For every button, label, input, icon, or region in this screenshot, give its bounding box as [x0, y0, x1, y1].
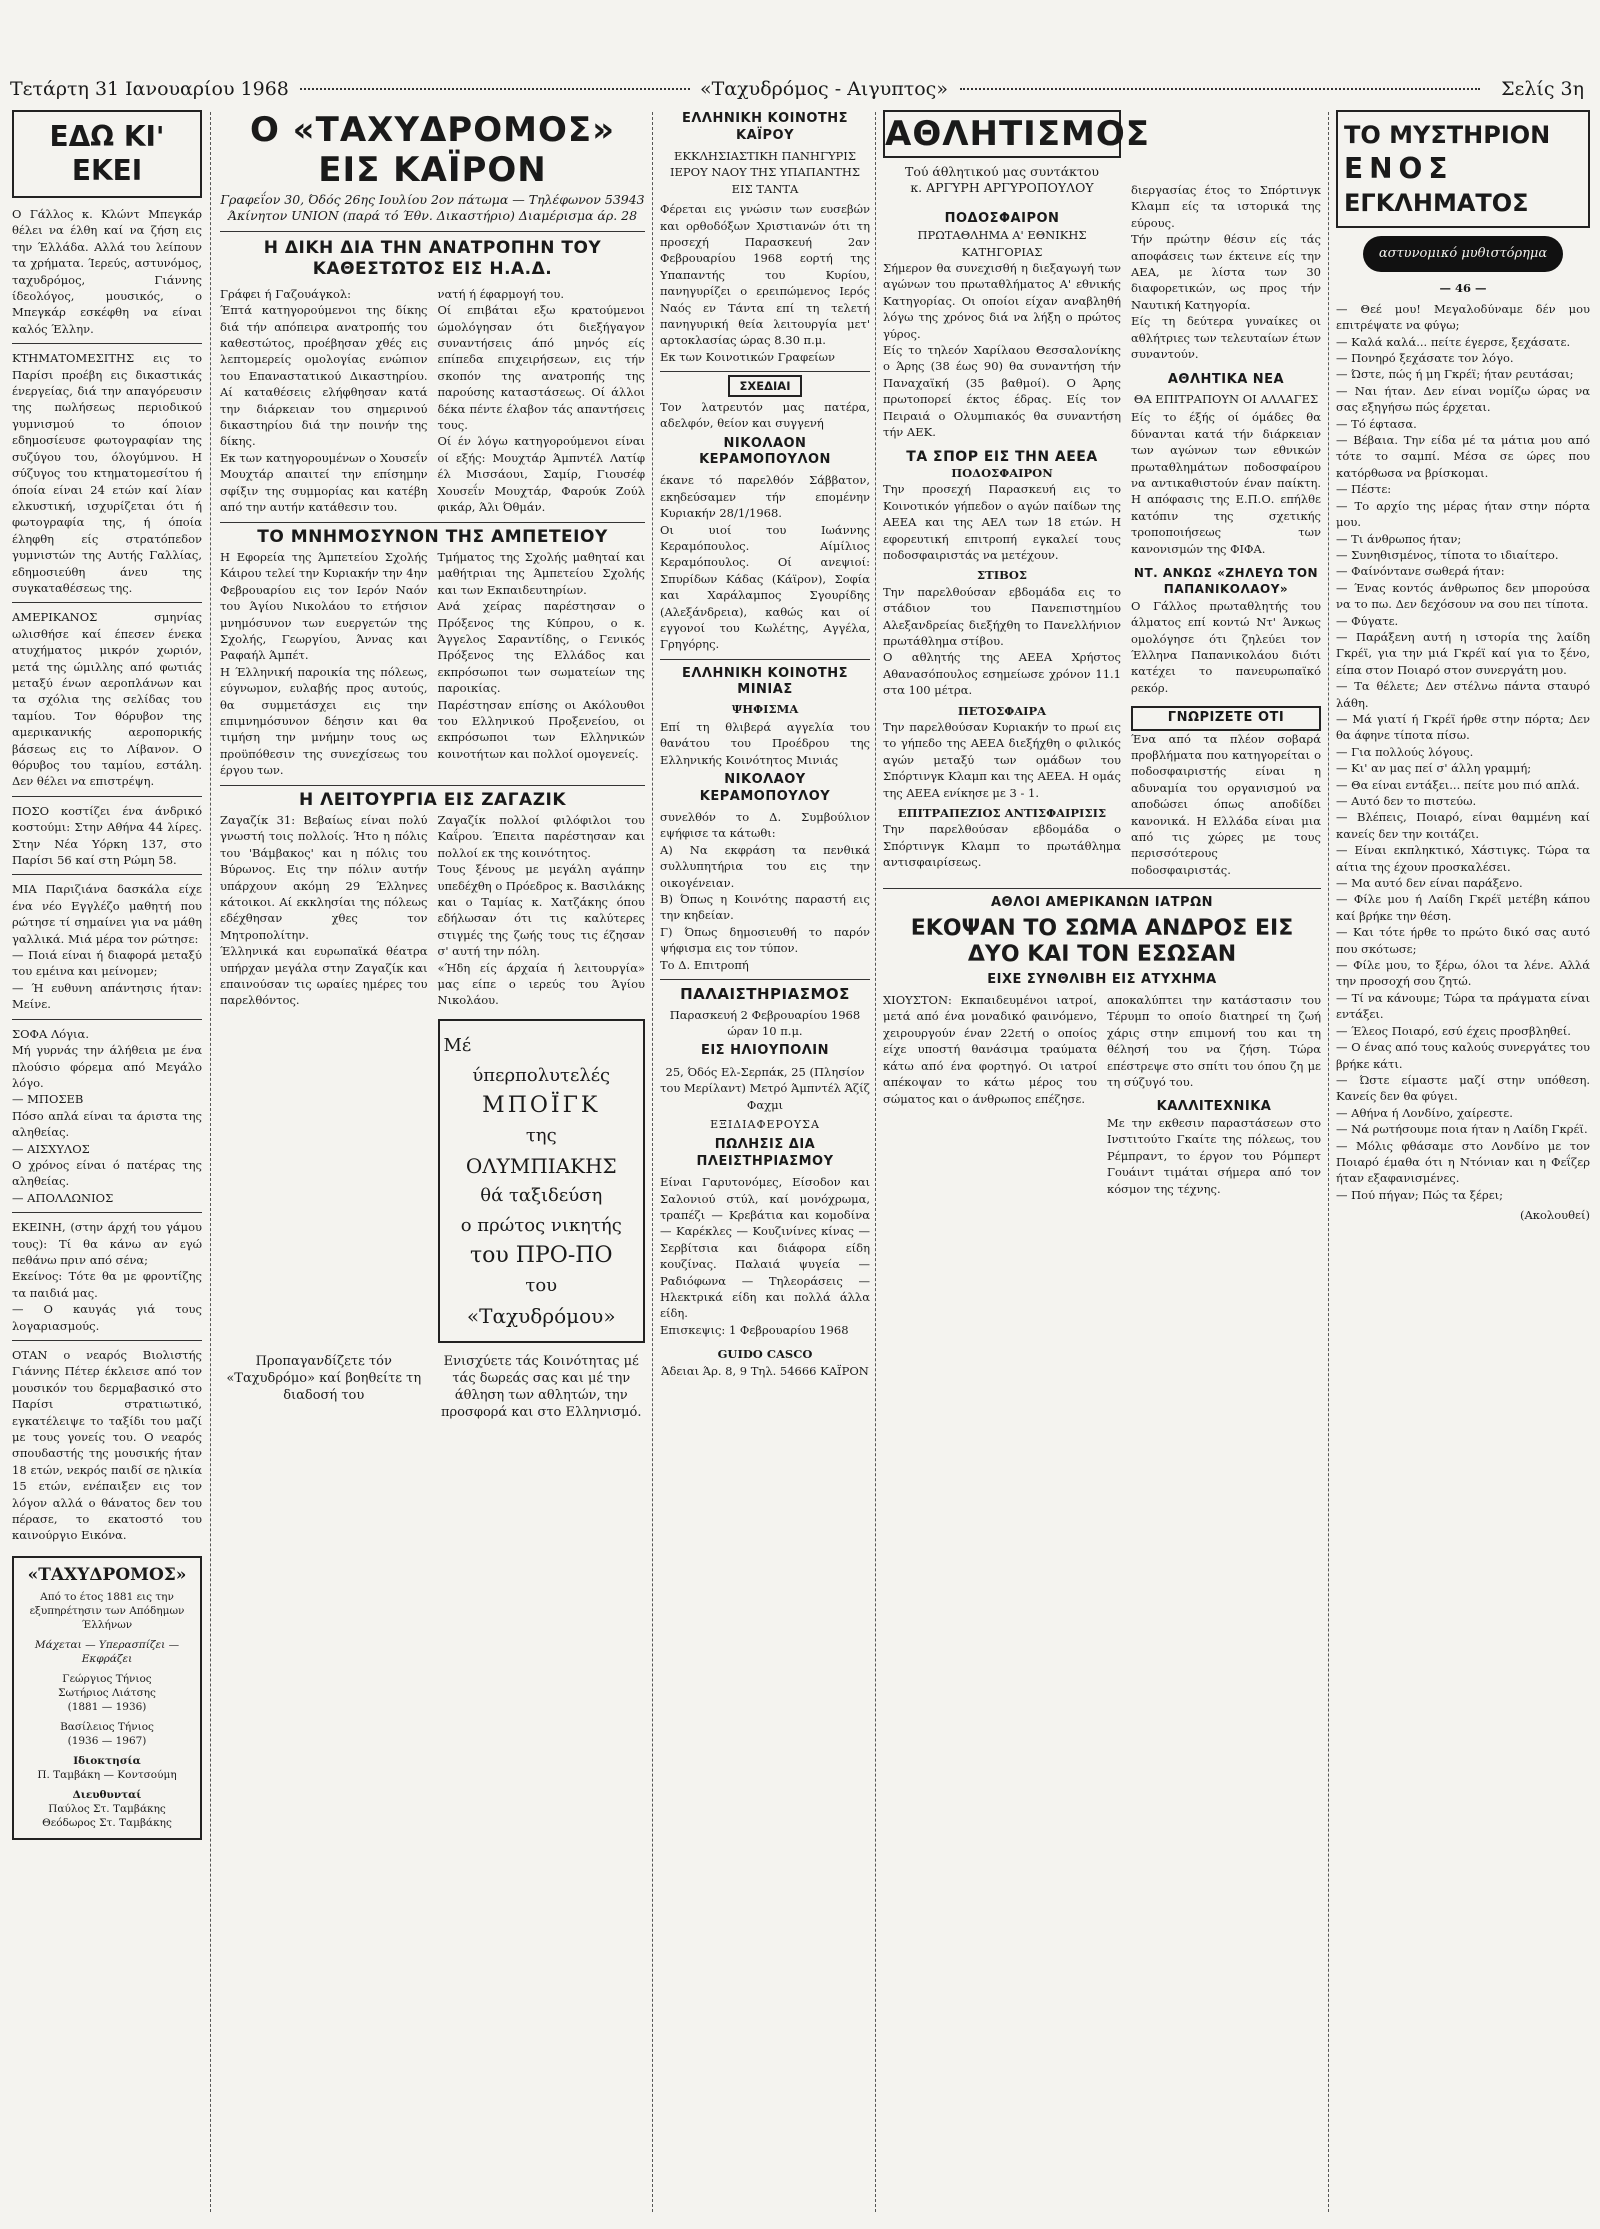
sports-headline: ΠΟΔΟΣΦΑΙΡΟΝ: [944, 210, 1060, 226]
notice-text: Επί τη θλιβερά αγγελία του θανάτου του Προέδρου της Ελληνικής Κοινότητος Μινιάς: [660, 720, 874, 767]
serial-title: ΤΟ ΜΥΣΤΗΡΙΟΝ: [1344, 121, 1551, 149]
brief-item: ΣΟΦΑ Λόγια. Μή γυρνάς την άλήθεια με ένα πλούσιο φόρεμα από Μεγάλο λόγο. — ΜΠΟΣΕΒ Πόσο απλά είναι τα άριστα της αληθείας. — ΑΙΣΧΥΛΟΣ Ο χρόνος είναι ό πατέρας της αληθείας. — ΑΠΟΛΛΩΝΙΟΣ: [12, 1026, 202, 1205]
sports-sub: ΠΕΤΟΣΦΑΙΡΑ: [957, 703, 1047, 718]
sports-text: Την προσεχή Παρασκευή εις το Κοινοτικόν γήπεδον ο αγών παίδων της ΑΕΕΑ και της ΑΕΛ των 18 ετών. Η εφορευτική επιτροπή εγκαλεί τους ποδοσφαιριστάς να μετέχουν.: [883, 482, 1125, 562]
paper-name: «Ταχυδρόμος - Αιγυπτος»: [700, 78, 948, 100]
cairo-masthead: Ο «ΤΑΧΥΔΡΟΜΟΣ» ΕΙΣ ΚΑΪΡΟΝ: [249, 110, 616, 190]
ad-line: ΟΛΥΜΠΙΑΚΗΣ: [465, 1153, 617, 1178]
notice-sub: ΕΚΚΛΗΣΙΑΣΤΙΚΗ ΠΑΝΗΓΥΡΙΣ ΙΕΡΟΥ ΝΑΟΥ ΤΗΣ ΥΠΑΠΑΝΤΗΣ ΕΙΣ ΤΑΝΤΑ: [669, 149, 861, 196]
cairo-address: Γραφεΐον 30, Όδός 26ης Ιουλίου 2ον πάτωμα — Τηλέφωνον 53943: [220, 192, 645, 207]
brief-item: ΑΜΕΡΙΚΑΝΟΣ σμηνίας ωλισθήσε καί έπεσεν ένεκα ατυχήματος μικρόν χωριόν, μετά της ώμιλλης από φωτιάς μεταξύ ένων αεροπλάνων και τα σχόλια της σελίδας του ταμίου. Τον θόρυβον της αμερικανικής αεροπορικής βάσεως εις το Λίβανον. Ο θόρυβος του ταμίου, εστάλη. Δεν θέλει να επιστρέψη.: [12, 610, 206, 789]
notice-sub: ΕΞΙΔΙΑΦΕΡΟΥΣΑ: [710, 1117, 820, 1131]
brief-item: ΕΚΕΙΝΗ, (στην άρχή του γάμου τους): Τί θα κάνω αν εγώ πεθάνω πριν από σένα; Εκείνος: Τότε θα με φροντίζης τα παιδιά μας. — Ο καυγάς γιά τους λογαριασμούς.: [12, 1220, 202, 1333]
brief-item: Ο Γάλλος κ. Κλώντ Μπεγκάρ θέλει να έλθη καί να ζήση εις την Έλλάδα. Αλλά του λείπουν τα χρήματα. Ίερεύς, αστυνόμος, ταχυδρόμος, Γιάννης ίδεολόγος, μουσικός, ο Μπεγκάρ εσκέφθη να είναι καλός Έλλην.: [12, 207, 206, 336]
notice-headline: ΠΩΛΗΣΙΣ ΔΙΑ ΠΛΕΙΣΤΗΡΙΑΣΜΟΥ: [696, 1137, 834, 1169]
sports-text: Ένα από τα πλέον σοβαρά προβλήματα που κατηγορείται ο ποδοσφαιριστής είναι η αδυναμία του οργανισμού να αποδώσει όπως αποδίδει κανονικά. Η Ελλάδα είναι μια από τις χώρες με τους περισσότερους ποδοσφαιριστάς.: [1131, 731, 1325, 877]
ad-line: του ΠΡΟ-ΠΟ: [470, 1242, 613, 1268]
briefs-title: ΕΔΩ ΚΙ' ΕΚΕΙ: [12, 110, 202, 198]
article-headline: ΕΚΟΨΑΝ ΤΟ ΣΩΜΑ ΑΝΔΡΟΣ ΕΙΣ ΔΥΟ ΚΑΙ ΤΟΝ ΕΣΩΣΑΝ: [910, 915, 1294, 967]
article-text: Τμήματος της Σχολής μαθηταί και μαθήτριαι της Άμπετείου Σχολής και των Εκπαιδευτηρίων. Ανά χείρας παρέστησαν ο Πρόξενος της Κύπρου, ο κ. Άγγελος Σαραντίδης, ο Γενικός Πρόξενος της Ελλάδος και εκπρόσωποι των σωματείων της παροικίας. Παρέστησαν επίσης οι Ακόλουθοι του Ελληνικού Προξενείου, οι εκπρόσωποι των Ελληνικών κοινοτήτων και πολλοί ομογενείς.: [437, 549, 645, 761]
ad-line: του: [525, 1274, 558, 1296]
sports-byline: κ. ΑΡΓΥΡΗ ΑΡΓΥΡΟΠΟΥΛΟΥ: [910, 180, 1094, 196]
sports-sub: ΣΤΙΒΟΣ: [977, 568, 1027, 583]
notice-text: Είναι Γαρυτονόμες, Είσοδον και Σαλονιού στύλ, καί μονόχρωμα, τραπέζι — Κρεβάτια και κομοδίνα — Καρέκλες — Κουζινίνες κίνας — Σερβίτσια και διάφορα είδη κουζίνας. Παλαιά ψυγεία — Ραδιόφωνα — Τηλεοράσεις — Ηλεκτρικά είδη και πολλά άλλα είδη. Επισκεψις: 1 Φεβρουαρίου 1968: [660, 1175, 870, 1337]
page-header: [0, 72, 1600, 104]
serial-continued: (Ακολουθεί): [1520, 1208, 1590, 1223]
page-number: Σελίς 3η: [1501, 78, 1584, 100]
owner-label: Ιδιοκτησία: [73, 1754, 141, 1767]
sports-text: διεργασίας έτος το Σπόρτινγκ Κλαμπ είς τα ιστορικά της εύρους. Τήν πρώτην θέσιν είς τάς αποφάσεις των έκτεινε είς την ΑΕΑ, με λίστα των 30 διαφορετικών, ως προς τήν Ναυτική Κατηγορία. Είς τη δεύτερα γυναίκες οι αθλήτριες των τελευταίων έτων συναντούν.: [1131, 183, 1321, 362]
sports-title: ΑΘΛΗΤΙΣΜΟΣ: [883, 110, 1121, 158]
sports-text: Την παρελθούσαν Κυριακήν το πρωί εις το γήπεδο της ΑΕΕΑ διεξήχθη ο φιλικός αγών μεταξύ των ομάδων του Σπόρτινγκ Κλαμπ και της ΑΕΕΑ. Η ομάς της ΑΕΕΑ ενίκησε με 3 - 1.: [883, 720, 1125, 800]
article-text: αποκαλύπτει την κατάστασιν του Τέρυμπ το οποίο διατηρεί τη ζωή χάρις στην επιμονή του και τη θέλησή του να ζήση. Τώρα επέστρεψε στο σπίτι του όπου ζη με τη σύζυγό του.: [1107, 993, 1325, 1090]
notice-sub: ΨΗΦΙΣΜΑ: [731, 701, 799, 716]
article-text: Η Εφορεία της Άμπετείου Σχολής Κάιρου τελεί την Κυριακήν την 4ην Φεβρουαρίου εις τον Ιερόν Ναόν του Άγίου Νικολάου το ετήσιον μνημόσυνον των ευεργετών της Σχολής, Γεωργίου, Άννας και Ραφαήλ Άμπέτ. Η Έλληνική παροικία της πόλεως, εύγνωμον, ευλαβής προς αυτούς, θα συμμετάσχει εις την επιμνημόσυνον δέησιν και θα τιμήση την μνήμην τους ως προϋπόθεσιν της συνεχίσεως του έργου των.: [220, 549, 428, 778]
issue-date: Τετάρτη 31 Ιανουαρίου 1968: [10, 78, 289, 100]
auctioneer-address: Άδειαι Άρ. 8, 9 Τηλ. 54666 ΚΑΪΡΟΝ: [661, 1363, 869, 1378]
paper-info-sub: Από το έτος 1881 εις την εξυπηρέτησιν των Απόδημων Έλλήνων: [29, 1590, 185, 1631]
sports-sub: ΠΡΩΤΑΘΛΗΜΑ Α' ΕΘΝΙΚΗΣ ΚΑΤΗΓΟΡΙΑΣ: [917, 228, 1087, 259]
founder-years: (1936 — 1967): [67, 1734, 147, 1747]
notice-text: συνελθόν το Δ. Συμβούλιον εψήφισε τα κάτωθι: Α) Να εκφράση τα πενθικά συλλυπητήρια του εις την οικογένειαν. Β) Όπως η Κοινότης παραστή εις την κηδείαν. Γ) Όπως δημοσιευθή το παρόν ψήφισμα εις τον τύπον. Το Δ. Επιτροπή: [660, 810, 870, 972]
founder-name: Γεώργιος Τήνιος: [62, 1672, 152, 1685]
column-divider: [875, 112, 876, 2212]
proposal-ad: [438, 1019, 646, 1343]
sports-headline: ΓΝΩΡΙΖΕΤΕ ΟΤΙ: [1131, 706, 1321, 730]
sports-text: Ο Γάλλος πρωταθλητής του άλματος επί κοντώ Ντ' Άνκως ομολόγησε ότι ζηλεύει τον Έλληνα Παπανικολάου διότι κατέχει το πανευρωπαϊκό ρεκόρ.: [1131, 598, 1325, 695]
article-headline: Η ΔΙΚΗ ΔΙΑ ΤΗΝ ΑΝΑΤΡΟΠΗΝ ΤΟΥ ΚΑΘΕΣΤΩΤΟΣ ΕΙΣ Η.Α.Δ.: [263, 237, 602, 279]
brief-item: ΟΤΑΝ ο νεαρός Βιολιστής Γιάννης Πέτερ έκλεισε από τον μουσικόν του δερμαβασικό στο Παρίσι στρατιωτικό, εγκατέλειψε το ταξίδι του μαζί με τους γονείς του. Ο νεαρός σπουδαστής της μουσικής ήταν 18 ετών, νεκρός παιδί σε ηλικία 15 ετών, ενέπαιξεν εις τον λόγον αλλά ο θάνατος δεν του πέρασε, το εκατοστό του καινούργιο Εικόνα.: [12, 1348, 206, 1543]
header-rule: [300, 88, 690, 90]
auctioneer-name: GUIDO CASCO: [717, 1347, 813, 1362]
ad-line: της: [525, 1124, 557, 1146]
notice-text: Φέρεται εις γνώσιν των ευσεβών και ορθοδόξων Χριστιανών ότι τη προσεχή Παρασκευή 2αν Φεβρουαρίου 1968 εορτή της Υπαπαντής του Κυρίου, πανηγυρίζει ο ερειπώμενος Ιερός Ναός εν Τάντα επί τη τελετή πανηγυρική θεία λειτουργία μετ' αρτοκλασίας ώρας 8.30 π.μ. Εκ των Κοινοτικών Γραφείων: [660, 202, 870, 364]
column-divider: [652, 112, 653, 2212]
column-divider: [210, 112, 211, 2212]
article-headline: ΤΟ ΜΝΗΜΟΣΥΝΟΝ ΤΗΣ ΑΜΠΕΤΕΙΟΥ: [257, 526, 608, 547]
serial-part-number: — 46 —: [1439, 281, 1487, 296]
article-text: νατή ή έφαρμογή του. Οί επιβάται εξω κρατούμενοι ώμολόγησαν ότι διεξήγαγον συναντήσεις άπό μηνός είς επίπεδα επιχειρήσεων, εις τήν σκοπόν της ανατροπής της παρούσης καταστάσεως. Οί άλλοι δέκα πέντε έλαβον τάς απαντήσεις τους. Οί έν λόγω κατηγορούμενοι είναι οί εξής: Μουχτάρ Άμπντέλ Λατίφ έλ Μισσάουι, Σαμίρ, Γιουσέφ Χουσεΐν Μουχτάρ, Φαρούκ Ζούλ φικάρ, Άλι Όθμάν.: [437, 286, 645, 515]
owner-name: Π. Ταμβάκη — Κοντσούμη: [37, 1768, 177, 1781]
serial-text: — Θεέ μου! Μεγαλοδύναμε δέν μου επιτρέψατε να φύγω; — Καλά καλά... πείτε έγερσε, ξεχάσατε. — Πονηρό ξεχάσατε τον λόγο. — Ώστε, πώς ή μη Γκρέϊ; ήταν ρευτάσαι; — Ναι ήταν. Δεν είναι νομίζω ώρας να σας εξηγήσω πώς έρχεται. — Τό έφτασα. — Βέβαια. Την είδα μέ τα μάτια μου από τότε το σαμπί. Μέσα σε ώρες που κατόρθωσα να βρίσκομαι. — Πέστε: — Το αρχίο της μέρας ήταν στην πόρτα μου. — Τι άνθρωπος ήταν; — Συνηθισμένος, τίποτα το ιδιαίτερο. — Φαίνόντανε σωθερά ήταν: — Ένας κοντός άνθρωπος δεν μπορούσα να το πω. Δεν δεχόσουν να σου πει τίποτα. — Φύγατε. — Παράξενη αυτή η ιστορία της λαίδη Γκρέϊ, για την μιά Γκρέϊ καί για το ξένο, είπα στον Ποιαρό στον συνεργάτη μου. — Τα θέλετε; Δεν στέλνω πάντα σταυρό λάθη. — Μά γιατί ή Γκρέϊ ήρθε στην πόρτα; Δεν θα άφηνε τίποτα πίσω. — Για πολλούς λόγους. — Κι' αν μας πεί σ' άλλη γραμμή; — Θα είναι εντάξει... πείτε μου πιό απλά. — Αυτό δεν το πιστεύω. — Βλέπεις, Ποιαρό, είναι θαμμένη καί κανείς δεν την κοιτάζει. — Είναι εκπληκτικό, Χάστιγκς. Τώρα τα αίτια της έχουν προσκαλέσει. — Μα αυτό δεν είναι παράξενο. — Φίλε μου ή Λαίδη Γκρέϊ μετέβη κάπου καί βρήκε την θέση. — Και τότε ήρθε το πρώτο δικό σας αυτό που σκότωσε; — Φίλε μου, το ξέρω, όλοι τα λένε. Αλλά την προσοχή σου ζητώ. — Τί να κάνουμε; Τώρα τα πράγματα είναι εντάξει. — Έλεος Ποιαρό, εσύ έχεις προσβληθεί. — Ο ένας από τους καλούς συνεργάτες του βρήκε κάτι. — Ώστε είμαστε μαζί στην υπόθεση. Κανείς δεν θα φύγει. — Αθήνα ή Λονδίνο, χαίρεστε. — Νά ρωτήσουμε ποια ήταν η Λαίδη Γκρέϊ. — Μόλις φθάσαμε στο Λονδίνο με τον Ποιαρό έμαθα ότι η Ντόνιαν και η Φεΐζερ ήταν εξαφανισμένες. — Πού πήγαν; Πώς τα ξέρει;: [1336, 301, 1590, 1202]
directors-names: Παύλος Στ. Ταμβάκης Θεόδωρος Στ. Ταμβάκης: [42, 1802, 172, 1829]
column-sports: [883, 110, 1325, 2220]
sports-text: Είς το έξής οί όμάδες θα δύνανται κατά τήν διάρκειαν των αγώνων των εθνικών πρωταθλημάτων ποδοσφαίρου να αντικαθιστούν έναν παίκτη. Η απόφασις της Ε.Π.Ο. επήλθε κατόπιν της σχετικής τροποποιήσεως των κανονισμών της ΦΙΦΑ.: [1131, 410, 1325, 556]
brief-item: ΚΤΗΜΑΤΟΜΕΣΙΤΗΣ εις το Παρίσι προέβη εις δικαστικάς ένεργείας, διά την απαγόρευσιν της πωλήσεως περιοδικού γυμνισμού το όποιον εδημοσίευσε φωτογραφίαν της συζύγου του, όλογύμνου. Η σύζυγος του κτηματομεσίτου ή όποία είναι 24 ετών καί λίαν ελκυστική, ισχυρίζεται ότι ή φωτογραφία της, ή όποία έληφθη είς στρατόπεδον γυμνιστών της Αυτής Γαλλίας, εδημοσιεύθη άνευ της συγκαταθέσεως της.: [12, 351, 206, 595]
brief-item: ΜΙΑ Παριζιάνα δασκάλα είχε ένα νέο Εγγλέζο μαθητή που ρώτησε τί σημαίνει για να μάθη γαλλικά. Μιά μέρα τον ρώτησε: — Ποιά είναι ή διαφορά μεταξύ του εμέινα και μείνομεν; — Ή ευθυνη απάντησις ήταν: Μείνε.: [12, 882, 202, 1012]
paper-info-motto: Μάχεται — Υπερασπίζει — Εκφράζει: [34, 1638, 180, 1665]
sports-text: Την παρελθούσαν εβδομάδα ο Σπόρτινγκ Κλαμπ το πρωτάθλημα αντισφαιρίσεως.: [883, 822, 1125, 870]
ad-line: θά ταξιδεύση: [480, 1184, 603, 1206]
bottom-note: Προπαγανδίζετε τόν «Ταχυδρόμο» καί βοηθείτε τη διαδοσή του: [226, 1353, 422, 1403]
serial-badge: αστυνομικό μυθιστόρημα: [1363, 236, 1563, 272]
notice-headline: ΠΑΛΑΙΣΤΗΡΙΑΣΜΟΣ: [680, 985, 850, 1004]
ad-line: ο πρώτος νικητής: [460, 1214, 622, 1236]
article-text: ΧΙΟΥΣΤΟΝ: Εκπαιδευμένοι ιατροί, μετά από ένα μοναδικό φαινόμενο, χειρουργούν έναν 22ετή ο οποίος είχε υποστή θανάσιμα τραύματα κάτω από ένα φορτηγό. Οι ιατροί απέκοψαν το κάτω μέρος του σώματος και ο άνθρωπος επέζησε.: [883, 993, 1101, 1106]
article-text: Ζαγαζίκ πολλοί φιλόφιλοι του Καΐρου. Έπειτα παρέστησαν και πολλοί εκ της κοινότητος. Τους ξένους με μεγάλη αγάπην υπεδέχθη ο Πρόεδρος κ. Βασιλάκης και ο Ταμίας κ. Χατζάκης όπου εδήλωσαν ότι τις καλύτερες στιγμές της ζωής τους τις έζησαν σ' αυτή την πόλη. «Ήδη είς άρχαία ή λειτουργία» μας είπε ο ιερεύς του Άγίου Νικολάου.: [437, 813, 645, 1008]
auction-place: ΕΙΣ ΗΛΙΟΥΠΟΛΙΝ: [700, 1043, 830, 1059]
notice-text: Τον λατρευτόν μας πατέρα, αδελφόν, θείον και συγγενή: [660, 399, 874, 431]
serial-title: ΕΓΚΛΗΜΑΤΟΣ: [1344, 189, 1529, 217]
deceased-name: ΝΙΚΟΛΑΟΝ ΚΕΡΑΜΟΠΟΥΛΟΝ: [699, 435, 831, 467]
notice-headline: ΕΛΛΗΝΙΚΗ ΚΟΙΝΟΤΗΣ ΜΙΝΙΑΣ: [681, 665, 849, 698]
sports-byline: Τού άθλητικού μας συντάκτου: [904, 164, 1100, 179]
article-text: Ζαγαζίκ 31: Βεβαίως είναι πολύ γνωστή τοις πολλοίς. Ήτο η πόλις του 'Βάμβακος' και η πόλις του Βύρωνος. Εις την πόλιν αυτήν υπάρχουν ακόμη 29 Έλληνες κάτοικοι. Αί εκκλησίαι της πόλεως εδέχθησαν χθες τον Μητροπολίτην. Έλληνικά και ευρωπαϊκά θέατρα υπήρχαν μεγάλα στην Ζαγαζίκ και επαινούσαν τις ωραίες ημέρες του παρελθόντος.: [220, 813, 428, 1008]
serial-title: ΕΝΟΣ: [1344, 152, 1454, 185]
deceased-name: ΝΙΚΟΛΑΟΥ ΚΕΡΑΜΟΠΟΥΛΟΥ: [699, 772, 831, 804]
article-subheadline: ΕΙΧΕ ΣΥΝΘΛΙΒΗ ΕΙΣ ΑΤΥΧΗΜΑ: [987, 971, 1217, 987]
ad-line: ύπερπολυτελές: [472, 1064, 611, 1086]
article-kicker: ΑΘΛΟΙ ΑΜΕΡΙΚΑΝΩΝ ΙΑΤΡΩΝ: [990, 895, 1214, 911]
sports-headline: ΝΤ. ΑΝΚΩΣ «ΖΗΛΕΥΩ ΤΟΝ ΠΑΠΑΝΙΚΟΛΑΟΥ»: [1133, 565, 1319, 597]
sports-text: Την παρελθούσαν εβδομάδα εις το στάδιον του Πανεπιστημίου Αλεξανδρείας διεξήχθη το Πανελλήνιον πρωτάθλημα στίβου. Ο αθλητής της ΑΕΕΑ Χρήστος Αθανασόπουλος εσημείωσε χρόνον 11.1 στα 100 μέτρα.: [883, 584, 1121, 698]
column-cairo: [220, 110, 645, 2220]
ad-line: ΜΠΟΪΓΚ: [482, 1092, 601, 1118]
sports-sub: ΠΟΔΟΣΦΑΙΡΟΝ: [951, 465, 1053, 480]
brief-item: ΠΟΣΟ κοστίζει ένα άνδρικό κοστούμι: Στην Αθήνα 44 λίρες. Στην Νέα Υόρκη 137, στο Παρίσι 56 καί στη Ρώμη 58.: [12, 803, 206, 868]
auction-date: Παρασκευή 2 Φεβρουαρίου 1968 ώραν 10 π.μ.: [669, 1007, 861, 1038]
column-briefs: [12, 110, 206, 2220]
notice-text: έκανε τό παρελθόν Σάββατον, εκηδεύσαμεν τήν επομένην Κυριακήν 28/1/1968. Οι υιοί του Ιωάννης Κεραμόπουλος. Αίμίλιος Κεραμόπουλος. Οί ανεψιοί: Σπυρίδων Κάδας (Κάϊρον), Σοφία και Χαράλαμπος Σγουρίδης (Αλεξάνδρεια), καθώς και οί εγγονοί του Κωλέτης, Αγγέλα, Γρηγόρης.: [660, 473, 870, 652]
bottom-note: Ενισχύετε τάς Κοινότητας μέ τάς δωρεάς σας και μέ την άθληση των αθλητών, την προσφορά και στο Ελληνισμό.: [440, 1353, 642, 1420]
article-headline: Η ΛΕΙΤΟΥΡΓΙΑ ΕΙΣ ΖΑΓΑΖΙΚ: [298, 789, 567, 810]
auction-address: 25, Όδός Ελ-Σερπάκ, 25 (Πλησίον του Μερίλαντ) Μετρό Άμπντέλ Άζίζ Φαχμι: [660, 1064, 870, 1112]
notice-headline: ΣΧΕΔΙΑΙ: [728, 375, 803, 397]
serial-title-box: [1336, 110, 1590, 228]
sports-sub: ΘΑ ΕΠΙΤΡΑΠΟΥΝ ΟΙ ΑΛΛΑΓΕΣ: [1133, 391, 1319, 406]
column-notices: [660, 110, 874, 2220]
directors-label: Διευθυνταί: [72, 1788, 142, 1801]
founder-years: (1881 — 1936): [67, 1700, 147, 1713]
article-text: Με την εκθεσιν παραστάσεων στο Ινστιτούτο Γκαίτε της πόλεως, του Ρέμπραντ, το έργον του Ρόμπερτ Γουάιντ τιμάται σήμερα από τον κόσμον της τέχνης.: [1107, 1115, 1325, 1196]
cairo-address: Άκίνητον UNION (παρά τό Έθν. Δικαστήριο) Διαμέρισμα άρ. 28: [227, 208, 638, 224]
arts-headline: ΚΑΛΛΙΤΕΧΝΙΚΑ: [1156, 1098, 1272, 1114]
notice-headline: ΕΛΛΗΝΙΚΗ ΚΟΙΝΟΤΗΣ ΚΑΪΡΟΥ: [681, 111, 849, 143]
header-rule: [960, 88, 1480, 90]
column-serial: [1336, 110, 1590, 2220]
sports-sub: ΕΠΙΤΡΑΠΕΖΙΟΣ ΑΝΤΙΣΦΑΙΡΙΣΙΣ: [897, 806, 1107, 821]
founder-name: Σωτήριος Λιάτσης: [58, 1686, 156, 1699]
sports-headline: ΤΑ ΣΠΟΡ ΕΙΣ ΤΗΝ ΑΕΕΑ: [906, 448, 1098, 465]
sports-text: Σήμερον θα συνεχισθή η διεξαγωγή των αγώνων του πρωταθλήματος Α' εθνικής Κατηγορίας. Οι οποίοι είχαν αναβληθή λόγω της χρόνος διά να λήξη ο πρώτος γύρος. Είς το τηλεόν Χαρίλαου Θεσσαλονίκης ο Άρης (38 έως 90) θα συναντήση τήν Παναχαϊκή (35 βαθμοί). Ο Άρης πρωτοπορεί έκτος έδρας. Είς τον Πειραιά ο Ολυμπιακός θα συναντήση τήν ΑΕΚ.: [883, 261, 1121, 440]
ad-line: Μέ: [443, 1034, 472, 1056]
ad-line: «Ταχυδρόμου»: [466, 1303, 616, 1328]
paper-info-box: [12, 1556, 202, 1840]
article-text: Γράφει ή Γαζουάγκολ: Έπτά κατηγορούμενοι της δίκης διά τήν απόπειρα ανατροπής του καθεστώτος, προέβησαν χθές εις λεπτομερείς ομολογίας ενώπιον του Επαναστατικού Δικαστηρίου. Αί καταθέσεις ελήφθησαν κατά την διάρκειαν του σημερινού δικαστηρίου διά την ποινήν της δίκης. Εκ των κατηγορουμένων ο Χουσεΐν Μουχτάρ απαιτεί την επίσημην σφίξιν της συμμορίας και κατέβη από την αυτήν κατάθεσιν του.: [220, 286, 428, 515]
column-divider: [1328, 112, 1329, 2212]
founder-name: Βασίλειος Τήνιος: [60, 1720, 154, 1733]
paper-info-title: «ΤΑΧΥΔΡΟΜΟΣ»: [27, 1564, 187, 1585]
sports-headline: ΑΘΛΗΤΙΚΑ ΝΕΑ: [1167, 372, 1285, 388]
